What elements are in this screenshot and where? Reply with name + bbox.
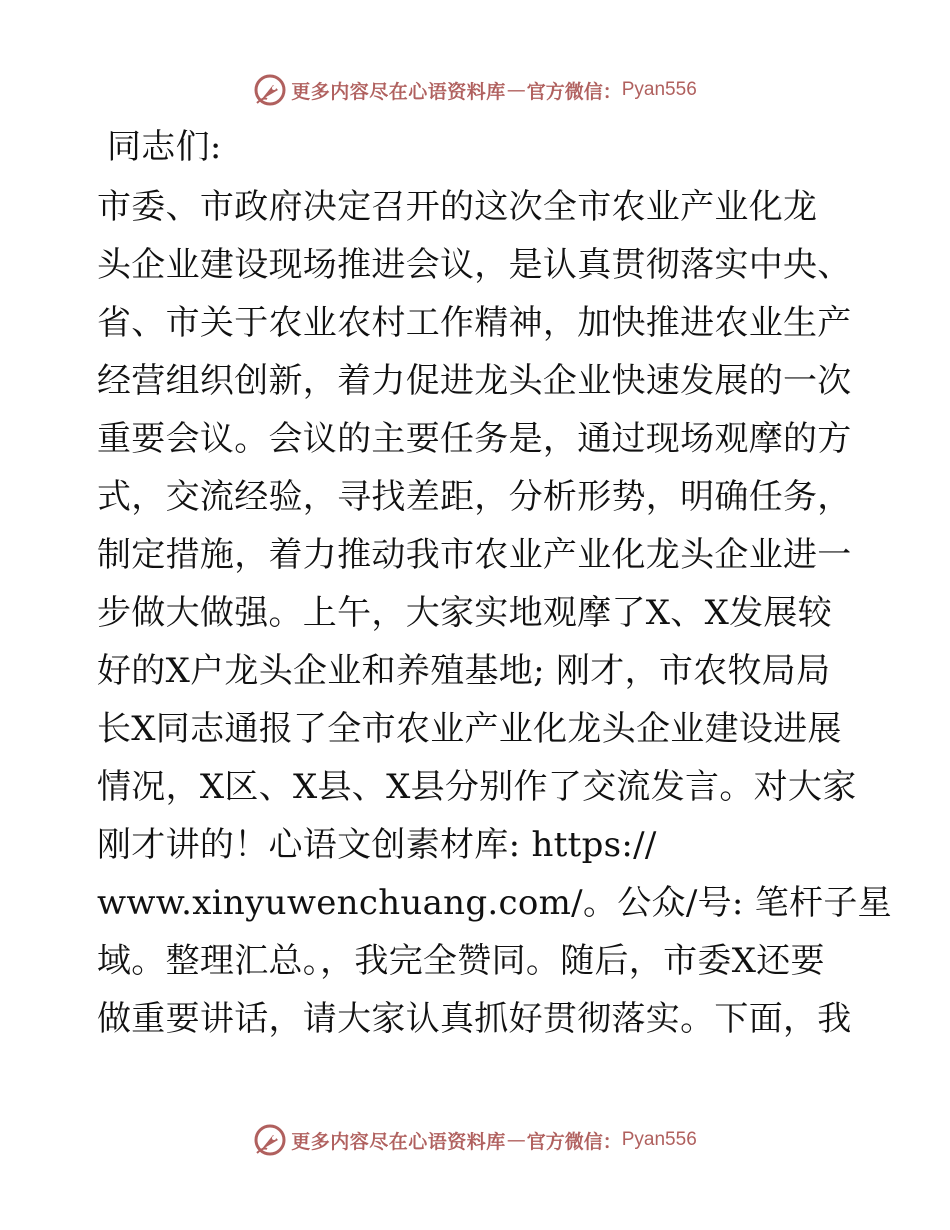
body-line: 制定措施，着力推动我市农业产业化龙头企业进一 [97,535,852,575]
pen-nib-logo-icon [253,1123,287,1157]
pen-nib-logo-icon [253,73,287,107]
banner-dash: — [506,1129,526,1151]
banner-wechat-label: 官方微信： [526,80,622,103]
body-line: 重要会议。会议的主要任务是，通过现场观摩的方 [97,419,852,459]
banner-wechat-label: 官方微信： [526,1130,622,1153]
footer-banner [0,1120,950,1160]
body-line: www.xinyuwenchuang.com/。公众/号: 笔杆子星 [97,883,892,923]
body-line: 情况，X区、X县、X县分别作了交流发言。对大家 [97,767,857,807]
header-banner [0,70,950,110]
body-line: 刚才讲的！心语文创素材库: https:// [97,825,657,865]
body-line: 好的X户龙头企业和养殖基地; 刚才，市农牧局局 [97,651,831,691]
body-line: 长X同志通报了全市农业产业化龙头企业建设进展 [97,709,842,749]
body-line: 市委、市政府决定召开的这次全市农业产业化龙 [97,187,818,227]
body-line: 头企业建设现场推进会议，是认真贯彻落实中央、 [97,245,852,285]
body-line: 省、市关于农业农村工作精神，加快推进农业生产 [97,303,852,343]
banner-wechat-id: Pyan556 [621,79,697,100]
banner-site-text: 更多内容尽在心语资料库 [291,80,506,103]
banner-dash: — [506,79,526,101]
salutation: 同志们: [107,127,222,167]
banner-site-text: 更多内容尽在心语资料库 [291,1130,506,1153]
body-line: 域。整理汇总。，我完全赞同。随后，市委X还要 [97,941,825,981]
body-line: 做重要讲话，请大家认真抓好贯彻落实。下面，我 [97,999,852,1039]
body-line: 步做大做强。上午，大家实地观摩了X、X发展较 [97,593,833,633]
body-line: 经营组织创新，着力促进龙头企业快速发展的一次 [97,361,852,401]
body-line: 式，交流经验，寻找差距，分析形势，明确任务， [97,477,852,517]
banner-wechat-id: Pyan556 [621,1129,697,1150]
